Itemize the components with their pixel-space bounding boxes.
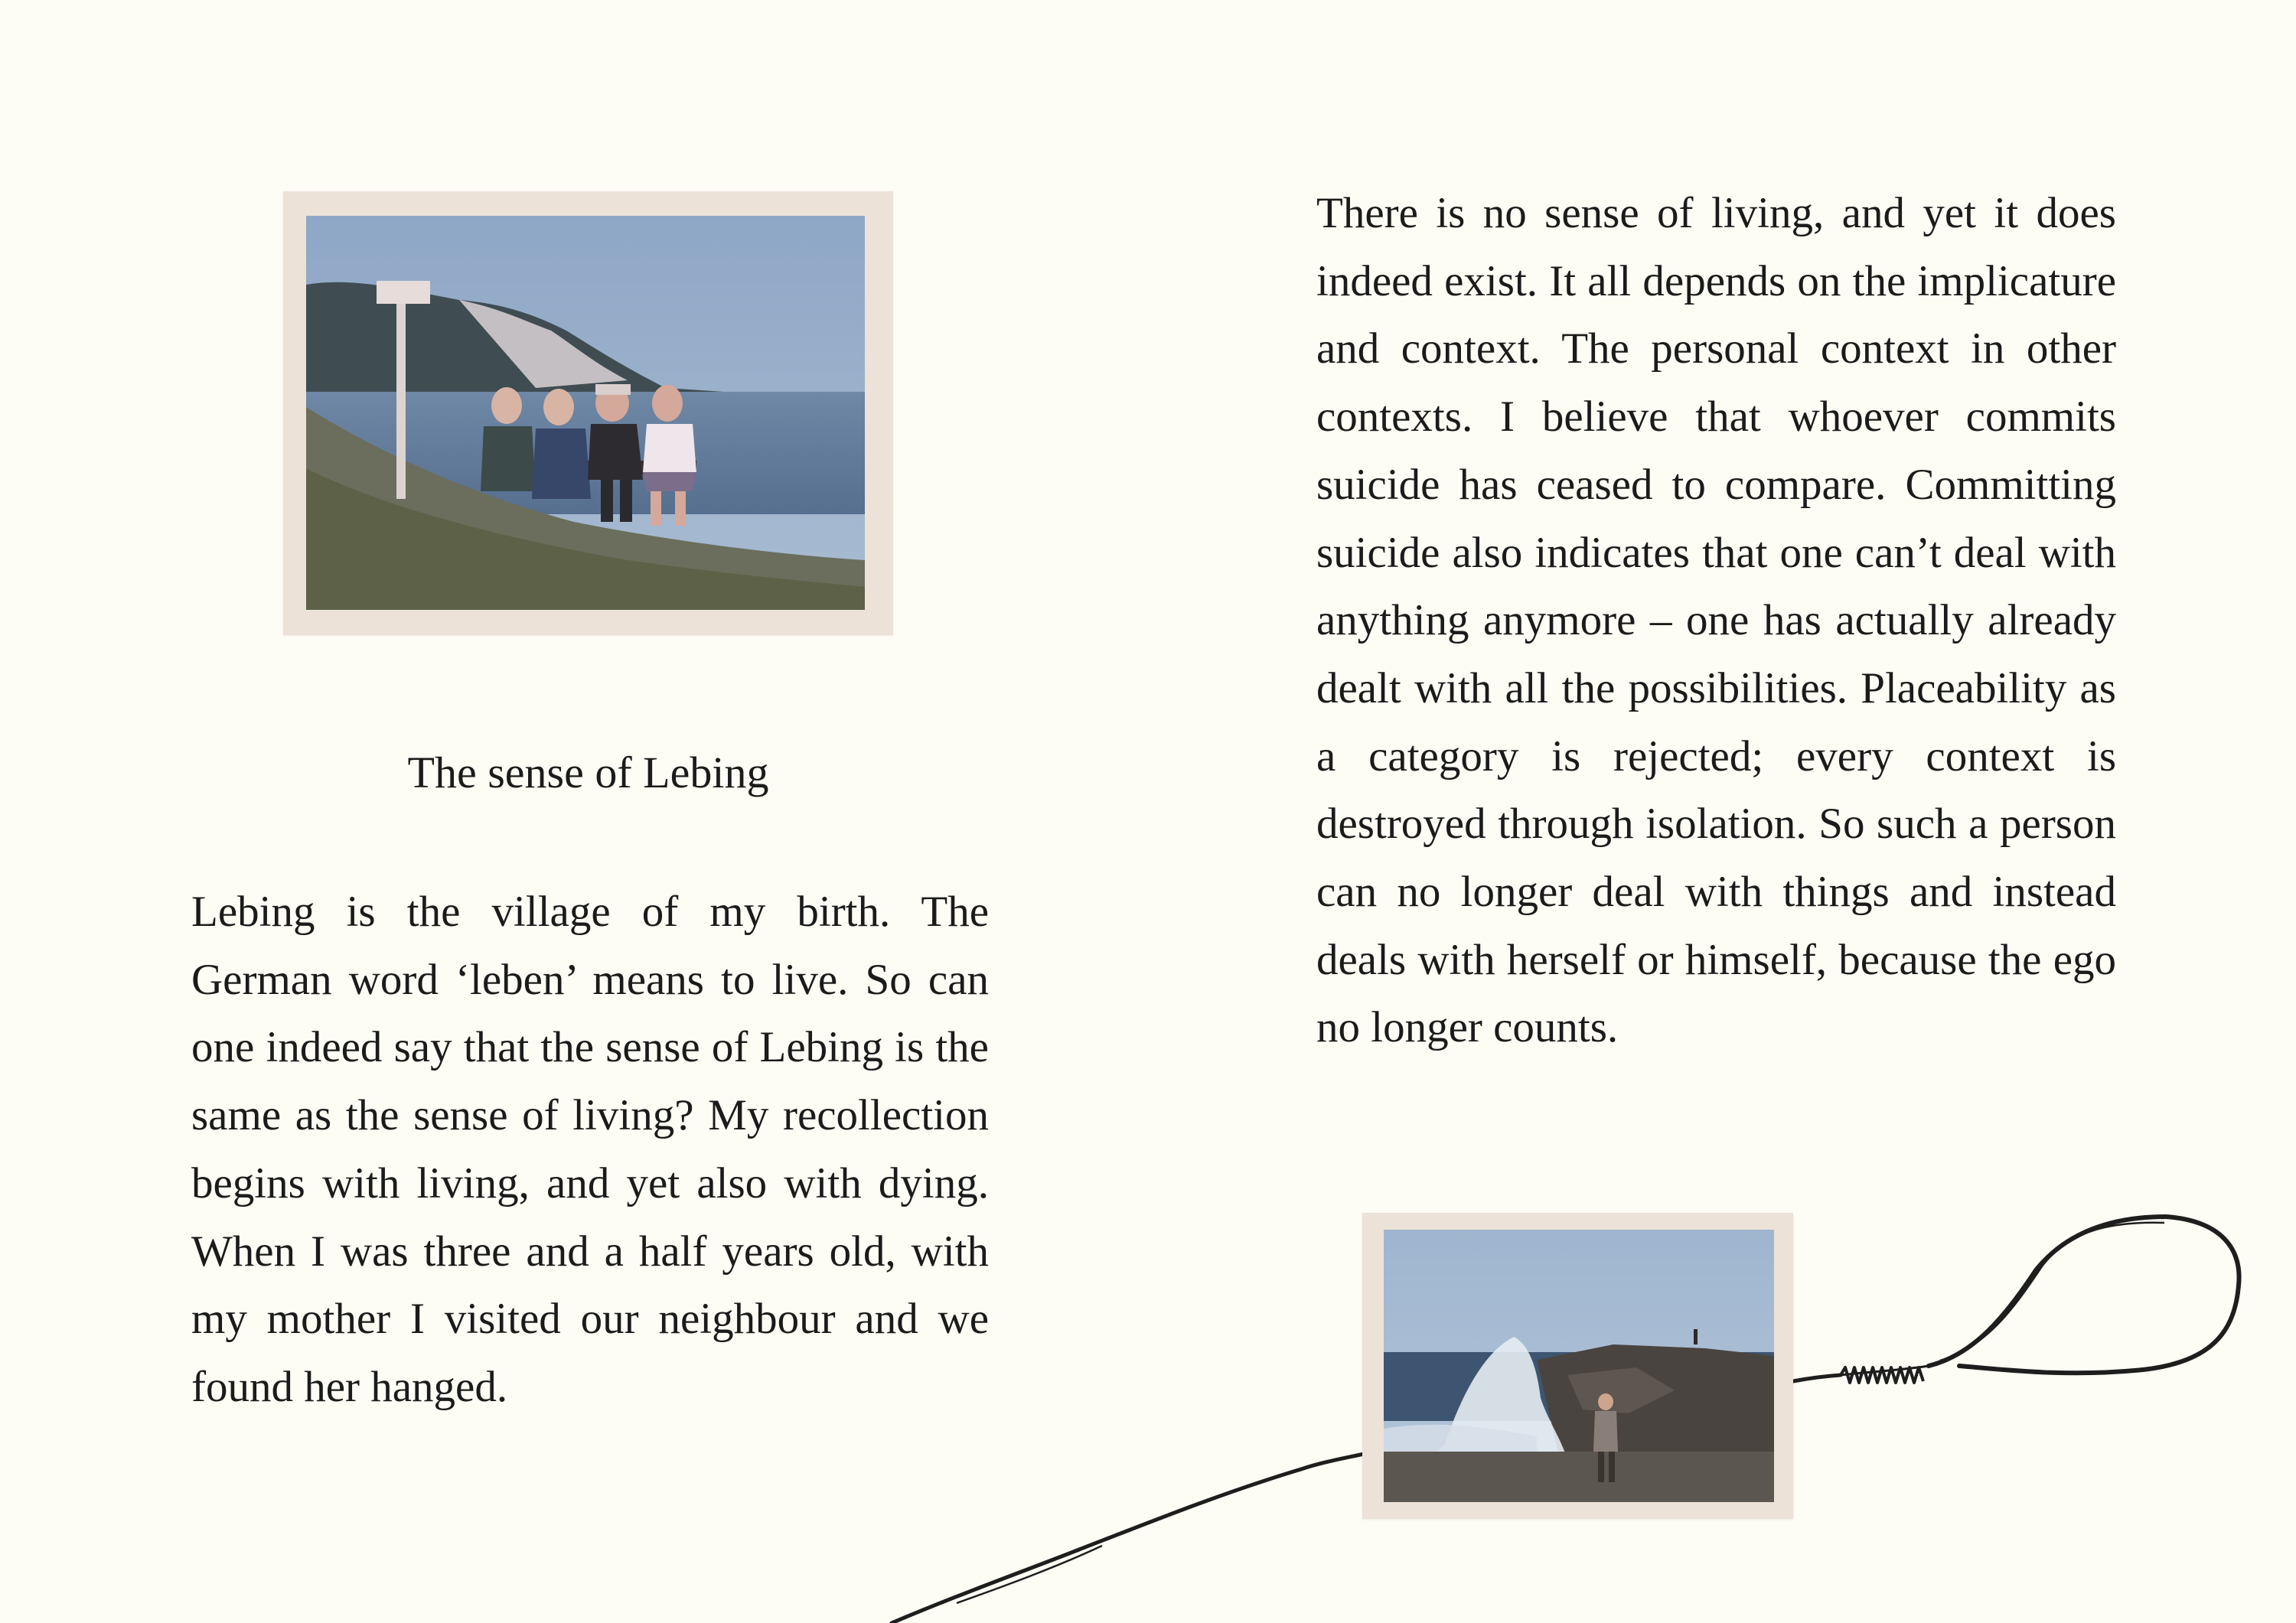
sea-rocks-photo: [1362, 1213, 1793, 1519]
right-paragraph: There is no sense of living, and yet it does indeed exist. It all depends on the implicature and context. The personal context in other contexts. I believe that whoever commits suicide has ceased to compare. Committing suicide also indicates that one can’t deal with anything anymore – one has actually already dealt with all the possibilities. Placeability as a category is rejected; every context is destroyed through isolation. So such a person can no longer deal with things and instead deals with herself or himself, because the ego no longer counts.: [1316, 189, 2116, 1052]
sea-rocks-image: [1384, 1230, 1774, 1502]
beach-bench-image: [306, 216, 865, 610]
section-caption: The sense of Lebing: [407, 748, 769, 797]
left-paragraph: Lebing is the village of my birth. The German word ‘leben’ means to live. So can one indeed say that the sense of Lebing is the same as the sense of living? My recollection begins with living, and yet also with dying. When I was three and a half years old, with my mother I visited our neighbour and we found her hanged.: [191, 888, 989, 1411]
beach-bench-photo: [283, 191, 893, 635]
